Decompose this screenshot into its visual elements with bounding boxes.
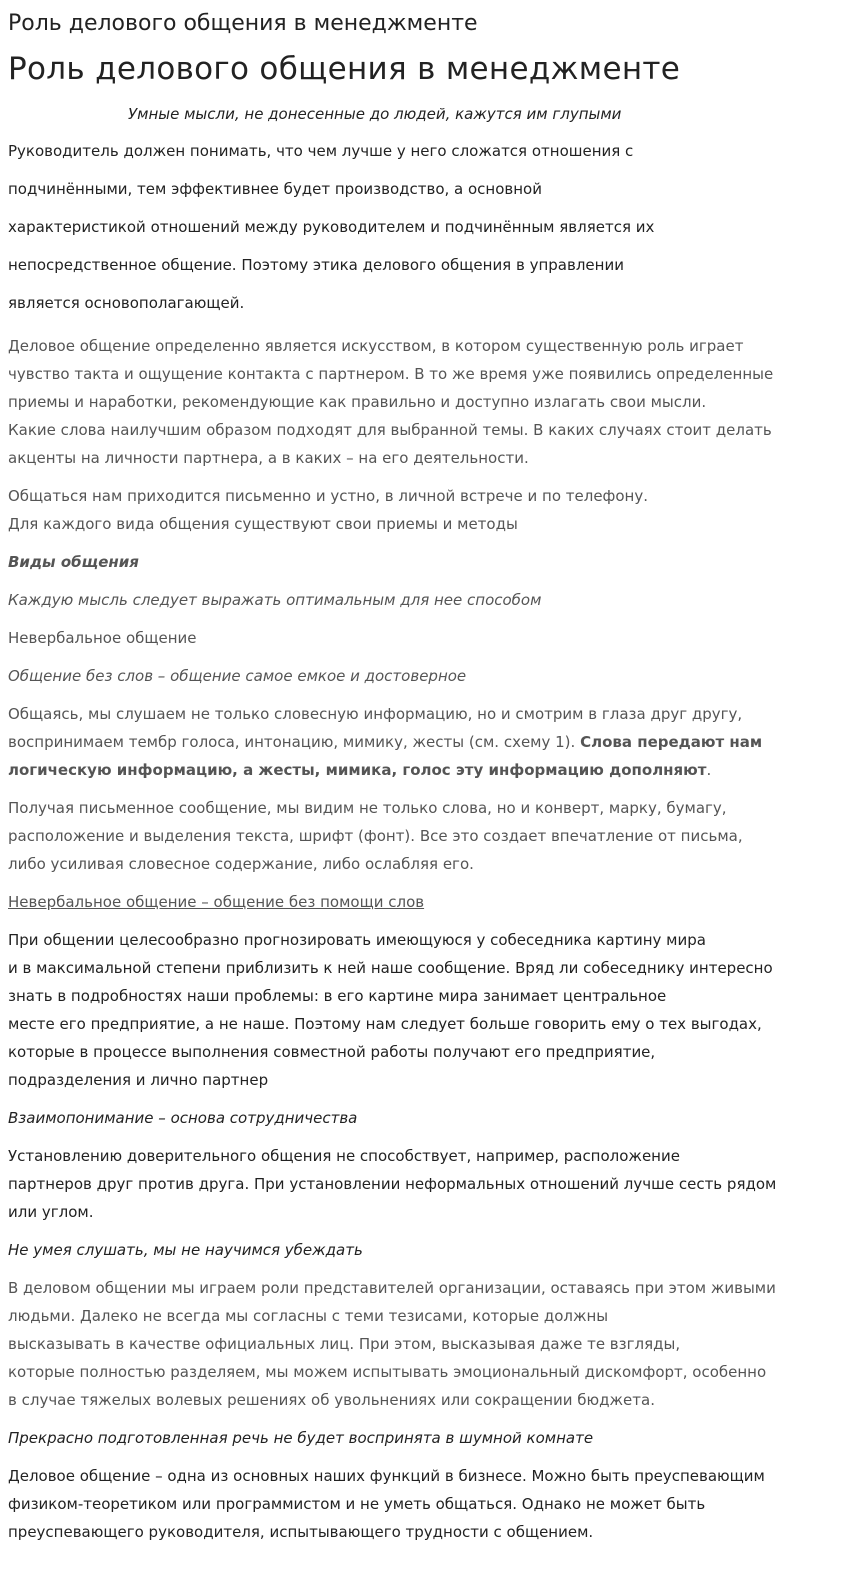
paragraph-line: или углом. xyxy=(8,1203,94,1221)
paragraph-line: месте его предприятие, а не наше. Поэтому нам следует больше говорить ему о тех выгодах, xyxy=(8,1015,762,1033)
paragraph-line: Для каждого вида общения существуют свои приемы и методы xyxy=(8,515,518,533)
mutual-heading: Взаимопонимание – основа сотрудничества xyxy=(8,1109,358,1127)
article-heading: Роль делового общения в менеджменте xyxy=(8,51,681,87)
worldview-paragraph xyxy=(8,926,839,1094)
document xyxy=(0,10,847,1546)
seating-paragraph xyxy=(8,1142,839,1226)
paragraph-text: . xyxy=(706,761,712,779)
epigraph: Умные мысли, не донесенные до людей, кажутся им глупыми xyxy=(128,105,622,123)
paragraph-line: подчинёнными, тем эффективнее будет производство, а основной xyxy=(8,180,542,198)
nonverbal-definition: Невербальное общение – общение без помощи слов xyxy=(8,893,425,911)
paragraph-line xyxy=(8,728,839,756)
paragraph-line: знать в подробностях наши проблемы: в его картине мира занимает центральное xyxy=(8,987,667,1005)
listen-heading: Не умея слушать, мы не научимся убеждать xyxy=(8,1241,363,1259)
noise-heading: Прекрасно подготовленная речь не будет воспринята в шумной комнате xyxy=(8,1429,594,1447)
emphasis-text: Слова передают нам xyxy=(580,733,763,751)
paragraph-line: характеристикой отношений между руководителем и подчинённым является их xyxy=(8,218,655,236)
channels-paragraph xyxy=(8,482,839,538)
paragraph-line: Руководитель должен понимать, что чем лучше у него сложатся отношения с xyxy=(8,142,634,160)
emphasis-text: логическую информацию, а жесты, мимика, голос эту информацию дополняют xyxy=(8,761,707,779)
paragraph-line: чувство такта и ощущение контакта с партнером. В то же время уже появились определенные xyxy=(8,365,774,383)
paragraph-line: либо усиливая словесное содержание, либо ослабляя его. xyxy=(8,855,474,873)
paragraph-line: Установлению доверительного общения не способствует, например, расположение xyxy=(8,1147,680,1165)
paragraph-line: расположение и выделения текста, шрифт (фонт). Все это создает впечатление от письма, xyxy=(8,827,743,845)
paragraph-line: партнеров друг против друга. При установлении неформальных отношений лучше сесть рядом xyxy=(8,1175,777,1193)
paragraph-line: Общаясь, мы слушаем не только словесную информацию, но и смотрим в глаза друг другу, xyxy=(8,705,743,723)
paragraph-line: приемы и наработки, рекомендующие как правильно и доступно излагать свои мысли. xyxy=(8,393,707,411)
types-subheading: Каждую мысль следует выражать оптимальным для нее способом xyxy=(8,591,542,609)
paragraph-line: которые полностью разделяем, мы можем испытывать эмоциональный дискомфорт, особенно xyxy=(8,1363,767,1381)
paragraph-line: которые в процессе выполнения совместной работы получают его предприятие, xyxy=(8,1043,656,1061)
paragraph-line: Общаться нам приходится письменно и устно, в личной встрече и по телефону. xyxy=(8,487,648,505)
paragraph-line: людьми. Далеко не всегда мы согласны с теми тезисами, которые должны xyxy=(8,1307,609,1325)
paragraph-line: В деловом общении мы играем роли представителей организации, оставаясь при этом живыми xyxy=(8,1279,776,1297)
art-paragraph xyxy=(8,332,839,472)
paragraph-line: высказывать в качестве официальных лиц. При этом, высказывая даже те взгляды, xyxy=(8,1335,681,1353)
paragraph-line: является основополагающей. xyxy=(8,294,245,312)
nonverbal-label: Невербальное общение xyxy=(8,629,197,647)
paragraph-line: непосредственное общение. Поэтому этика делового общения в управлении xyxy=(8,256,624,274)
paragraph-line: подразделения и лично партнер xyxy=(8,1071,269,1089)
paragraph-line: преуспевающего руководителя, испытывающего трудности с общением. xyxy=(8,1523,594,1541)
types-heading: Виды общения xyxy=(8,553,139,571)
paragraph-line: Получая письменное сообщение, мы видим не только слова, но и конверт, марку, бумагу, xyxy=(8,799,727,817)
listening-paragraph xyxy=(8,700,839,784)
paragraph-line: Какие слова наилучшим образом подходят для выбранной темы. В каких случаях стоит делать xyxy=(8,421,772,439)
paragraph-line: физиком-теоретиком или программистом и не уметь общаться. Однако не может быть xyxy=(8,1495,706,1513)
final-paragraph xyxy=(8,1462,839,1546)
paragraph-line: При общении целесообразно прогнозировать имеющуюся у собеседника картину мира xyxy=(8,931,706,949)
paragraph-text: воспринимаем тембр голоса, интонацию, мимику, жесты (см. схему 1). xyxy=(8,733,581,751)
roles-paragraph xyxy=(8,1274,839,1414)
letter-paragraph xyxy=(8,794,839,878)
paragraph-line: Деловое общение определенно является искусством, в котором существенную роль играет xyxy=(8,337,744,355)
nonverbal-subtitle: Общение без слов – общение самое емкое и достоверное xyxy=(8,667,467,685)
document-title: Роль делового общения в менеджменте xyxy=(8,11,478,36)
paragraph-line: акценты на личности партнера, а в каких – на его деятельности. xyxy=(8,449,529,467)
paragraph-line: Деловое общение – одна из основных наших функций в бизнесе. Можно быть преуспевающим xyxy=(8,1467,765,1485)
paragraph-line xyxy=(8,756,839,784)
paragraph-line: и в максимальной степени приблизить к ней наше сообщение. Вряд ли собеседнику интересно xyxy=(8,959,773,977)
intro-paragraph xyxy=(8,132,839,322)
paragraph-line: в случае тяжелых волевых решениях об увольнениях или сокращении бюджета. xyxy=(8,1391,655,1409)
